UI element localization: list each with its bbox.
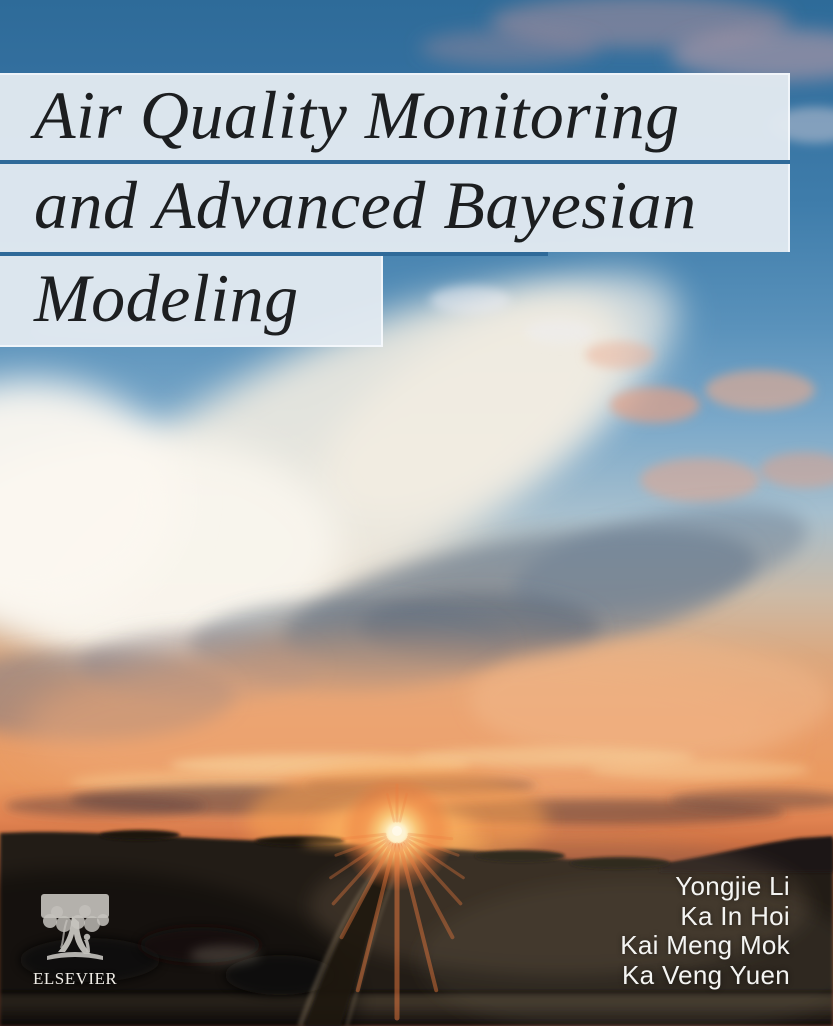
author-name-3: Kai Meng Mok: [620, 930, 790, 960]
publisher-block: [33, 894, 117, 989]
title-line-3: Modeling: [34, 259, 299, 336]
title-bar-3: [0, 256, 383, 347]
author-name-4: Ka Veng Yuen: [622, 959, 790, 990]
author-name-1: Yongjie Li: [675, 871, 790, 901]
title-bar-1: [0, 73, 790, 160]
author-name-2: Ka In Hoi: [680, 900, 790, 931]
authors-block: [620, 872, 790, 990]
title-line-2: and Advanced Bayesian: [34, 167, 697, 243]
title-bar-2: [0, 164, 790, 252]
publisher-name: ELSEVIER: [33, 969, 118, 988]
elsevier-tree-icon: [37, 894, 113, 966]
title-line-1: Air Quality Monitoring: [34, 76, 680, 153]
title-banner: [0, 73, 833, 347]
